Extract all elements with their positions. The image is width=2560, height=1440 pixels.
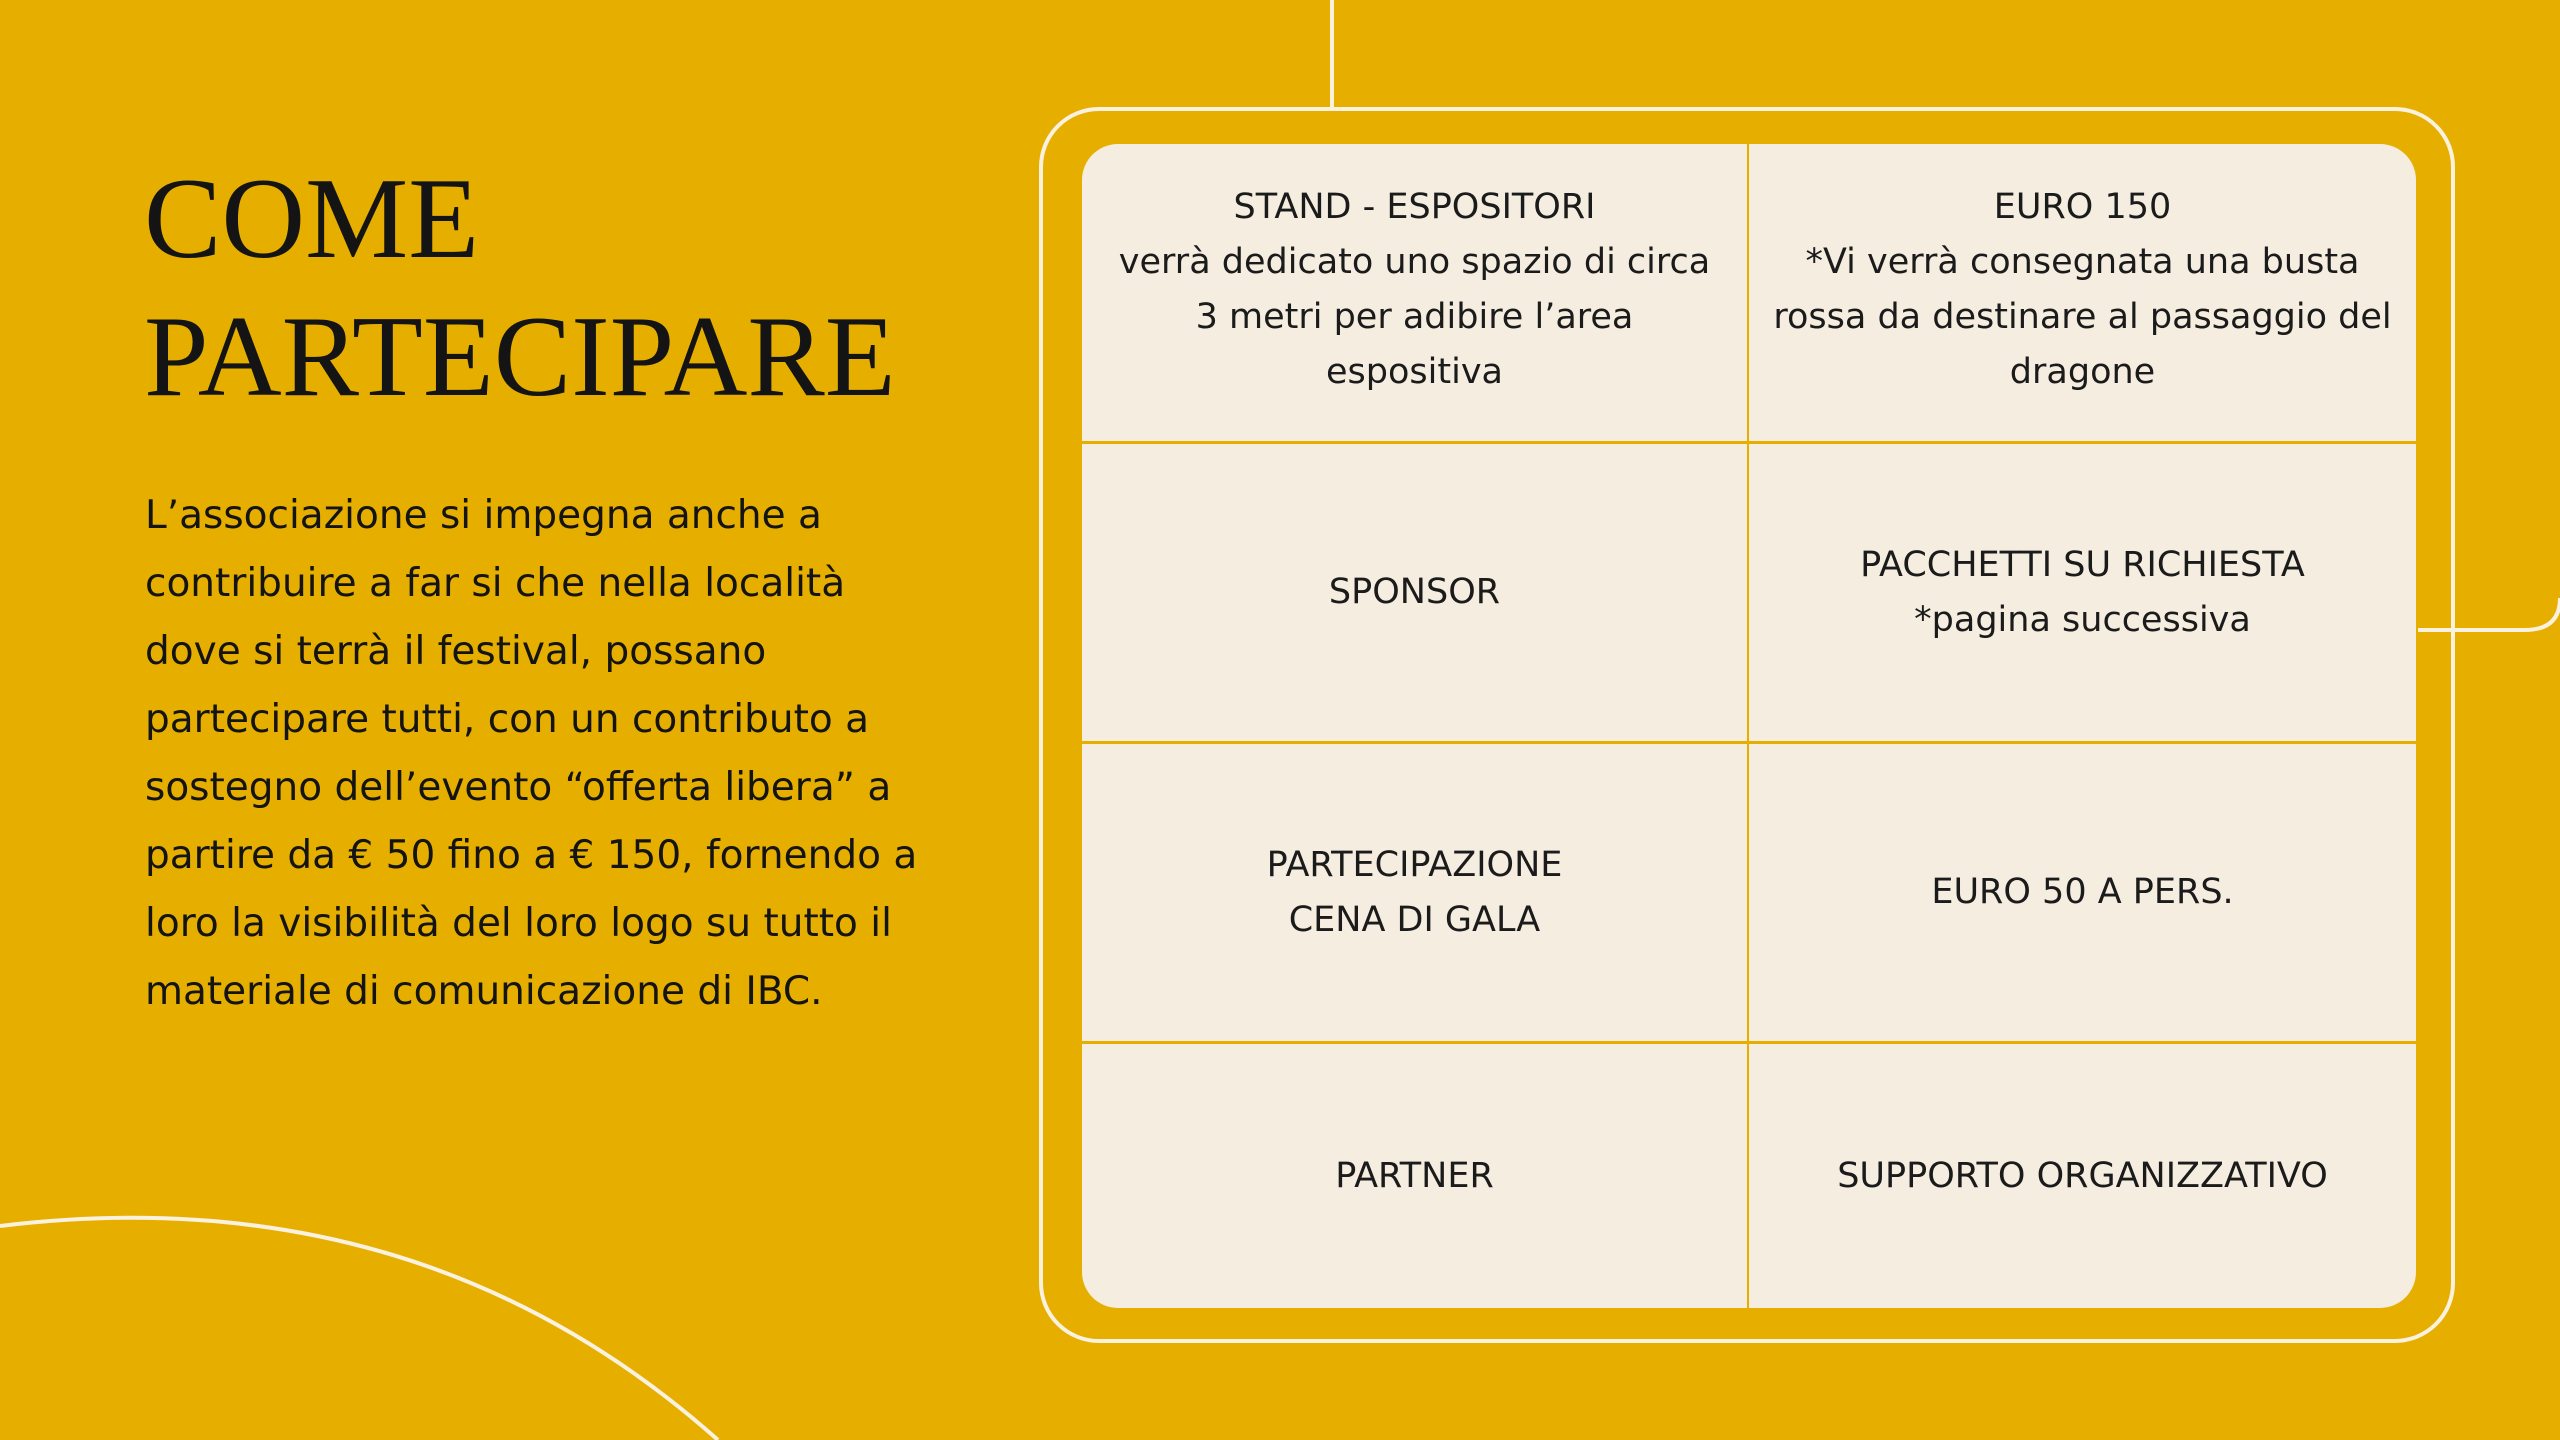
- cell-text: PARTNER: [1335, 1155, 1494, 1196]
- page-title: [144, 150, 896, 426]
- cell-gala-dinner: [1082, 744, 1749, 1044]
- cell-text: dragone: [2009, 352, 2156, 392]
- cell-text: SUPPORTO ORGANIZZATIVO: [1837, 1155, 2328, 1196]
- cell-stand: [1082, 144, 1749, 444]
- bottom-left-arc: [0, 1218, 718, 1440]
- description-line: dove si terrà il festival, possano: [145, 629, 767, 674]
- cell-text: verrà dedicato uno spazio di circa: [1118, 242, 1711, 282]
- description-line: sostegno dell’evento “offerta libera” a: [145, 765, 892, 810]
- cell-text: espositiva: [1326, 352, 1503, 392]
- cell-gala-price: [1749, 744, 2416, 1044]
- cell-text: rossa da destinare al passaggio del: [1773, 297, 2392, 337]
- cell-text: STAND - ESPOSITORI: [1233, 187, 1596, 227]
- cell-text: EURO 150: [1993, 187, 2172, 227]
- cell-sponsor: [1082, 444, 1749, 744]
- cell-text: *pagina successiva: [1914, 599, 2251, 640]
- cell-text: EURO 50 A PERS.: [1931, 872, 2234, 912]
- cell-text: CENA DI GALA: [1288, 899, 1541, 940]
- description-line: L’associazione si impegna anche a: [145, 493, 822, 538]
- cell-partner: [1082, 1044, 1749, 1308]
- description-line: materiale di comunicazione di IBC.: [145, 969, 823, 1014]
- title-line: COME: [144, 155, 480, 283]
- cell-partner-support: [1749, 1044, 2416, 1308]
- description-line: loro la visibilità del loro logo su tutto il: [145, 901, 892, 946]
- cell-text: 3 metri per adibire l’area: [1195, 297, 1634, 337]
- cell-text: SPONSOR: [1328, 572, 1501, 612]
- cell-sponsor-packages: [1749, 444, 2416, 744]
- cell-stand-price: [1749, 144, 2416, 444]
- title-line: PARTECIPARE: [144, 293, 896, 421]
- cell-text: PACCHETTI SU RICHIESTA: [1860, 544, 2305, 585]
- description-line: partire da € 50 fino a € 150, fornendo a: [145, 833, 918, 878]
- cell-text: *Vi verrà consegnata una busta: [1805, 242, 2360, 282]
- participation-table: [1082, 144, 2416, 1308]
- description-line: contribuire a far si che nella località: [145, 561, 846, 606]
- description-line: partecipare tutti, con un contributo a: [145, 697, 870, 742]
- description-paragraph: [145, 482, 975, 1026]
- cell-text: PARTECIPAZIONE: [1266, 844, 1563, 885]
